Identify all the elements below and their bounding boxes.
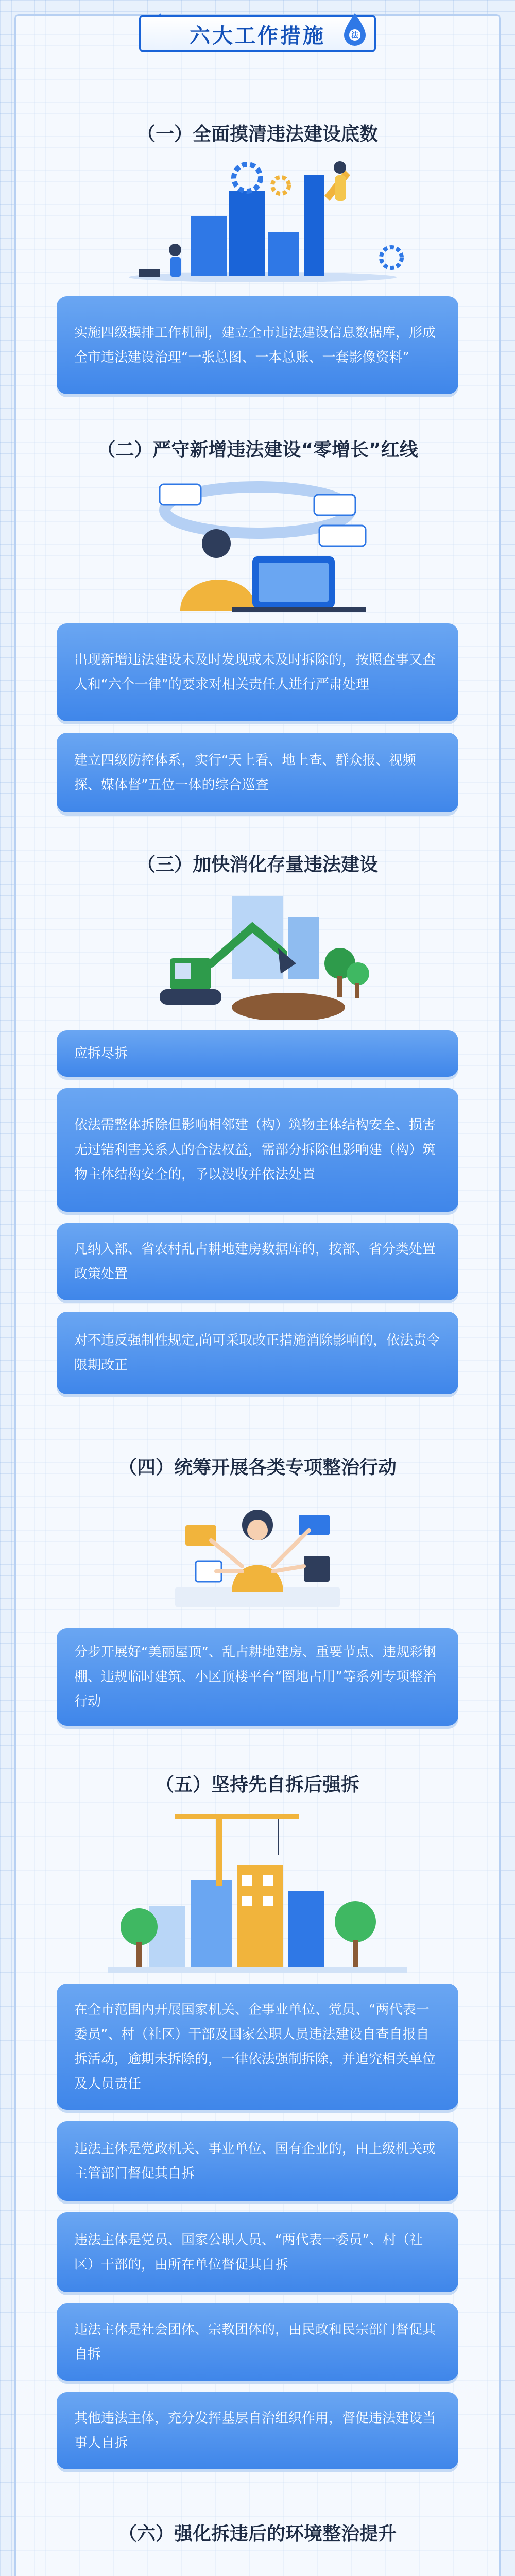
monitor-illustration	[129, 474, 386, 613]
excavator-illustration	[154, 886, 371, 1020]
section-1-card-1: 实施四级摸排工作机制，建立全市违法建设信息数据库，形成全市违法建设治理“一张总图、一本总账、一套影像资料”	[57, 296, 458, 394]
section-3-card-4: 对不违反强制性规定,尚可采取改正措施消除影响的，依法责令限期改正	[57, 1312, 458, 1394]
section-2-card-2: 建立四级防控体系，实行“天上看、地上查、群众报、视频探、媒体督”五位一体的综合巡查	[57, 733, 458, 812]
section-3-card-3: 凡纳入部、省农村乱占耕地建房数据库的，按部、省分类处置政策处置	[57, 1223, 458, 1300]
section-5-card-2: 违法主体是党政机关、事业单位、国有企业的，由上级机关或主管部门督促其自拆	[57, 2121, 458, 2201]
crane-illustration	[108, 1803, 407, 1973]
section-title-2: （二）严守新增违法建设“零增长”红线	[97, 439, 418, 461]
water-drop-icon	[341, 11, 369, 48]
section-5-card-5: 其他违法主体，充分发挥基层自治组织作用，督促违法建设当事人自拆	[57, 2392, 458, 2469]
section-5-card-1: 在全市范围内开展国家机关、企事业单位、党员、“两代表一委员”、村（社区）干部及国家公职人员违法建设自查自报自拆活动，逾期未拆除的，一律依法强制拆除，并追究相关单位及人员责任	[57, 1984, 458, 2110]
svg-text:法: 法	[351, 31, 358, 40]
section-title-3: （三）加快消化存量违法建设	[136, 854, 378, 875]
section-5-card-3: 违法主体是党员、国家公职人员、“两代表一委员”、村（社区）干部的，由所在单位督促其自拆	[57, 2212, 458, 2292]
city-illustration	[93, 2555, 422, 2576]
section-title-6: （六）强化拆违后的环境整治提升	[118, 2523, 397, 2545]
multitask-illustration	[165, 1494, 350, 1618]
section-title-4: （四）统筹开展各类专项整治行动	[118, 1457, 397, 1478]
section-2-card-1: 出现新增违法建设未及时发现或未及时拆除的，按照查事又查人和“六个一律”的要求对相关责任人进行严肃处理	[57, 623, 458, 721]
section-3-card-2: 依法需整体拆除但影响相邻建（构）筑物主体结构安全、损害无过错利害关系人的合法权益，需部分拆除但影响建（构）筑物主体结构安全的，予以没收并依法处置	[57, 1088, 458, 1212]
section-title-1: （一）全面摸清违法建设底数	[136, 124, 378, 145]
page-header	[0, 0, 515, 62]
section-5-card-4: 违法主体是社会团体、宗教团体的，由民政和民宗部门督促其自拆	[57, 2303, 458, 2381]
building-blocks-illustration	[118, 155, 407, 283]
section-4-card-1: 分步开展好“美丽屋顶”、乱占耕地建房、重要节点、违规彩钢棚、违规临时建筑、小区顶楼平台“圈地占用”等系列专项整治行动	[57, 1628, 458, 1726]
section-3-card-1: 应拆尽拆	[57, 1030, 458, 1077]
section-title-5: （五）坚持先自拆后强拆	[155, 1774, 359, 1795]
page-title: 六大工作措施	[190, 24, 325, 48]
